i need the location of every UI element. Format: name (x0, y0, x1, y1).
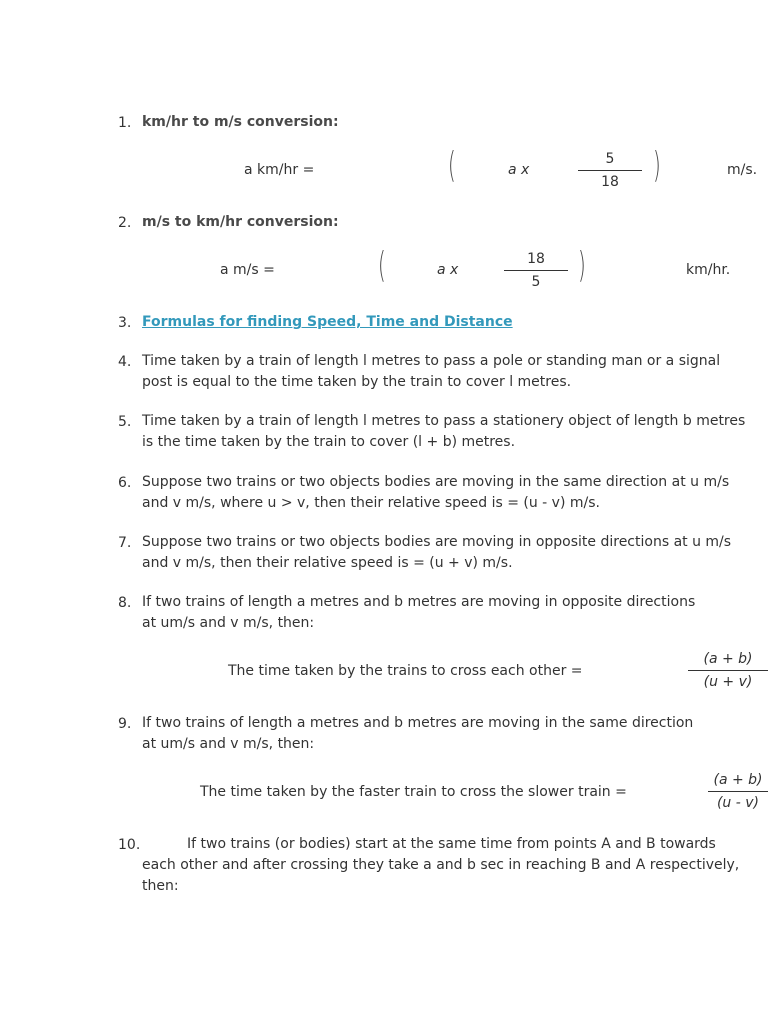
numerator: 5 (605, 151, 615, 167)
paragraph-line: and v m/s, where u > v, then their relative speed is = (u - v) m/s. (142, 495, 600, 511)
formula-unit: km/hr. (686, 262, 731, 278)
paragraph-6 (142, 472, 729, 514)
paragraph-line: then: (142, 878, 179, 894)
denominator: 5 (531, 274, 541, 290)
formula-ax: a x (508, 162, 530, 178)
denominator: (u + v) (703, 674, 753, 690)
paragraph-5 (142, 411, 745, 453)
numerator: (a + b) (703, 651, 753, 667)
item-number: 9. (118, 716, 132, 732)
item-number: 10. (118, 837, 141, 853)
left-paren: ( (378, 245, 386, 286)
paragraph-line: Time taken by a train of length l metres to pass a pole or standing man or a signal (142, 353, 721, 369)
item-number: 4. (118, 354, 132, 370)
paragraph-line: If two trains (or bodies) start at the same time from points A and B towards (187, 836, 716, 852)
fraction-bar (688, 670, 768, 671)
denominator: (u - v) (716, 795, 760, 811)
fraction (688, 651, 768, 690)
item-number: 6. (118, 475, 132, 491)
fraction (708, 772, 768, 811)
right-paren: ) (653, 145, 661, 186)
heading-kmhr-to-ms: km/hr to m/s conversion: (142, 114, 339, 130)
paragraph-8 (142, 592, 695, 634)
fraction-bar (708, 791, 768, 792)
numerator: 18 (527, 251, 545, 267)
paragraph-line: Suppose two trains or two objects bodies are moving in opposite directions at u m/s (142, 534, 732, 550)
formula-8-text: The time taken by the trains to cross each other = (228, 663, 583, 679)
paragraph-10 (142, 834, 739, 897)
item-number: 2. (118, 215, 132, 231)
paragraph-4 (142, 351, 720, 393)
item-number: 8. (118, 595, 132, 611)
paragraph-line: post is equal to the time taken by the train to cover l metres. (142, 374, 572, 390)
left-paren: ( (448, 145, 456, 186)
right-paren: ) (578, 245, 586, 286)
numerator: (a + b) (713, 772, 763, 788)
paragraph-line: at um/s and v m/s, then: (142, 736, 315, 752)
paragraph-7 (142, 532, 731, 574)
fraction (504, 251, 568, 290)
item-number: 5. (118, 414, 132, 430)
paragraph-9 (142, 713, 693, 755)
item-number: 3. (118, 315, 132, 331)
formulas-link[interactable]: Formulas for finding Speed, Time and Distance (142, 314, 513, 330)
formula-unit: m/s. (727, 162, 758, 178)
denominator: 18 (601, 174, 619, 190)
formula-lhs: a m/s = (220, 262, 275, 278)
fraction (578, 151, 642, 190)
paragraph-line: at um/s and v m/s, then: (142, 615, 315, 631)
paragraph-line: Suppose two trains or two objects bodies are moving in the same direction at u m/s (142, 474, 730, 490)
paragraph-line: Time taken by a train of length l metres to pass a stationery object of length b metres (142, 413, 746, 429)
paragraph-line: If two trains of length a metres and b metres are moving in opposite directions (142, 594, 696, 610)
item-number: 7. (118, 535, 132, 551)
formula-ax: a x (437, 262, 459, 278)
formula-lhs: a km/hr = (244, 162, 315, 178)
paragraph-line: If two trains of length a metres and b metres are moving in the same direction (142, 715, 694, 731)
formula-9-text: The time taken by the faster train to cross the slower train = (200, 784, 627, 800)
fraction-bar (504, 270, 568, 271)
paragraph-line: each other and after crossing they take a and b sec in reaching B and A respectively, (142, 857, 740, 873)
item-number: 1. (118, 115, 132, 131)
fraction-bar (578, 170, 642, 171)
heading-ms-to-kmhr: m/s to km/hr conversion: (142, 214, 339, 230)
paragraph-line: is the time taken by the train to cover (l + b) metres. (142, 434, 516, 450)
paragraph-line: and v m/s, then their relative speed is = (u + v) m/s. (142, 555, 513, 571)
